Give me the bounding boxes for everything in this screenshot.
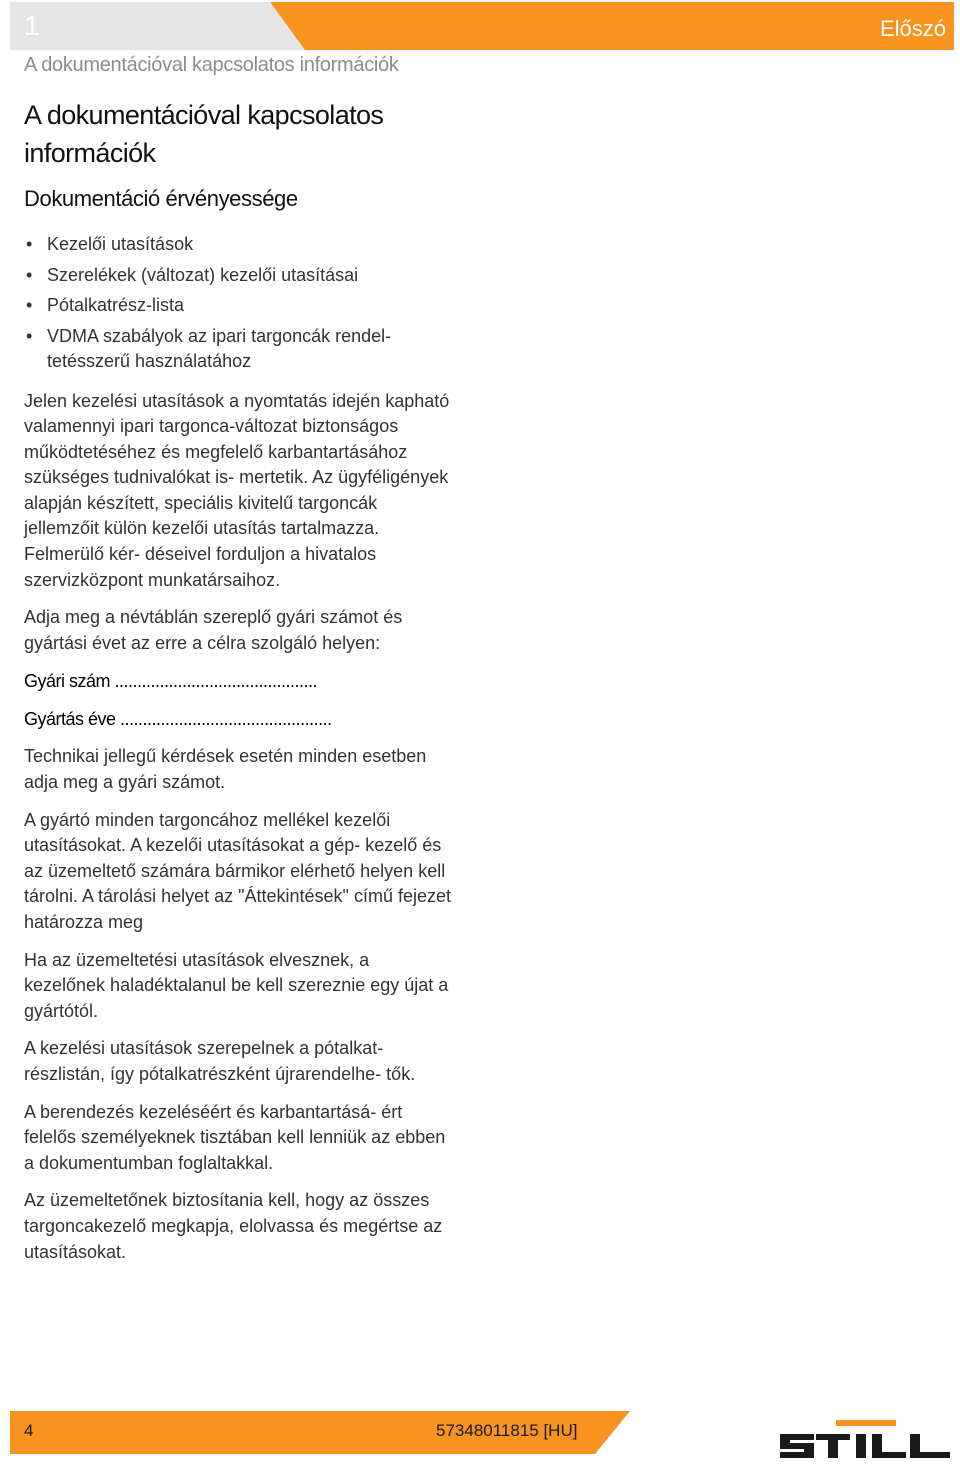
paragraph: A gyártó minden targoncához mellékel kezelői utasításokat. A kezelői utasításokat a gép- kezelő és az üzemeltető számára bármikor elérhető helyen kell tárolni. A tárolási helyet az "Áttekintések" című fejezet határozza meg [24,809,451,932]
main-content [24,96,454,1265]
list-item: • Pótalkatrész-lista [24,293,454,319]
list-item: • Kezelői utasítások [24,232,454,258]
page-number: 4 [24,1421,34,1440]
paragraph: Adja meg a névtáblán szereplő gyári számot és gyártási évet az erre a célra szolgáló helyen: [24,607,403,653]
chapter-title: Előszó [879,16,946,41]
paragraph: Jelen kezelési utasítások a nyomtatás idején kapható valamennyi ipari targonca-változat biztonságos működtetéséhez és megfelelő karbantartásához szükséges tudnivalókat is- mertetik. Az ügyféligények alapján készített, speciális kivitelű targoncák jellemzőit külön kezelői utasítás tartalmazza. Felmerülő kér- déseivel forduljon a hivatalos szervizközpont munkatársaihoz. [24,390,450,590]
paragraph: A berendezés kezeléséért és karbantartásá- ért felelős személyeknek tisztában kell lenniük az ebben a dokumentumban foglaltakkal. [24,1101,446,1173]
paragraph: Technikai jellegű kérdések esetén minden esetben adja meg a gyári számot. [24,746,427,793]
document-code: 57348011815 [HU] [436,1421,578,1440]
paragraph: Az üzemeltetőnek biztosítania kell, hogy az összes targoncakezelő megkapja, elolvassa és megértse az utasításokat. [24,1190,443,1262]
list-item: • VDMA szabályok az ipari targoncák rendel- tetésszerű használatához [24,324,454,375]
paragraph: Ha az üzemeltetési utasítások elvesznek, a kezelőnek haladéktalanul be kell szereznie egy újat a gyártótól. [24,949,449,1021]
paragraph: A kezelési utasítások szerepelnek a pótalkat- részlistán, így pótalkatrészként újrarendelhe- tők. [24,1038,416,1084]
section-title: Dokumentáció érvényessége [24,186,298,211]
header-band-orange [270,2,954,50]
production-year-field: Gyártás éve ............................................... [24,709,332,730]
running-head: A dokumentációval kapcsolatos információk [24,54,399,76]
still-logo [780,1410,954,1463]
chapter-number: 1 [24,10,40,41]
list-item: • Szerelékek (változat) kezelői utasításai [24,263,454,289]
document-list [24,232,454,375]
header-band-grey [10,2,310,50]
serial-number-field: Gyári szám ............................................. [24,671,318,692]
page-title: A dokumentációval kapcsolatos információk [24,100,384,168]
